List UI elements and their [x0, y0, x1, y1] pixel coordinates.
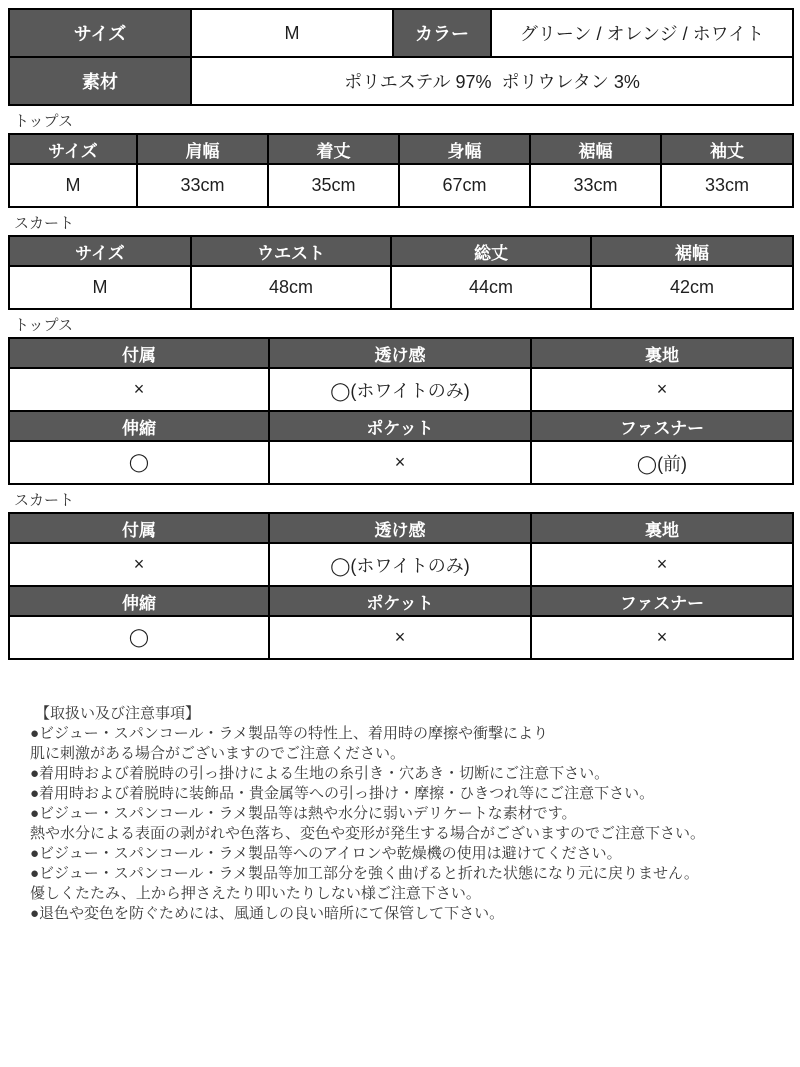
skirt-size-header-cell: ウエスト — [191, 236, 391, 266]
care-note-line: ●退色や変色を防ぐためには、風通しの良い暗所にて保管して下さい。 — [30, 905, 505, 922]
skirt-feature-value-cell: × — [531, 616, 793, 659]
skirt-size-value-cell: 44cm — [391, 266, 591, 309]
tops-size-value-cell: 35cm — [268, 164, 399, 207]
tops-size-header-cell: 着丈 — [268, 134, 399, 164]
section-label-skirt-size: スカート — [14, 215, 75, 232]
tops-feature-value-cell: ◯(前) — [531, 441, 793, 484]
skirt-feature-value-cell: × — [9, 543, 269, 586]
tops-feature-value-cell: ◯(ホワイトのみ) — [269, 368, 531, 411]
tops-feature-header-cell: ポケット — [269, 411, 531, 441]
care-note-line: ●ビジュー・スパンコール・ラメ製品等へのアイロンや乾燥機の使用は避けてください。 — [30, 845, 622, 862]
skirt-size-value-cell: 48cm — [191, 266, 391, 309]
care-note-line: 熱や水分による表面の剥がれや色落ち、変色や変形が発生する場合がございますのでご注意下さい。 — [30, 825, 706, 842]
care-note-line: ●着用時および着脱時に装飾品・貴金属等への引っ掛け・摩擦・ひきつれ等にご注意下さい。 — [30, 785, 655, 802]
care-note-line: 肌に刺激がある場合がございますのでご注意ください。 — [30, 745, 406, 762]
tops-feature-value-cell: × — [9, 368, 269, 411]
care-note-line: ●ビジュー・スパンコール・ラメ製品等加工部分を強く曲げると折れた状態になり元に戻りません。 — [30, 865, 699, 882]
skirt-size-header-cell: サイズ — [9, 236, 191, 266]
skirt-size-value-cell: M — [9, 266, 191, 309]
tops-size-value-cell: M — [9, 164, 137, 207]
tops-feature-value-cell: × — [269, 441, 531, 484]
tops-feature-value-cell: × — [531, 368, 793, 411]
care-note-line: ●ビジュー・スパンコール・ラメ製品等の特性上、着用時の摩擦や衝撃により — [30, 725, 549, 742]
skirt-feature-header-cell: 透け感 — [269, 513, 531, 543]
skirt-size-header-cell: 総丈 — [391, 236, 591, 266]
section-label-tops-features: トップス — [14, 317, 73, 334]
care-note-line: ●着用時および着脱時の引っ掛けによる生地の糸引き・穴あき・切断にご注意下さい。 — [30, 765, 610, 782]
section-label-tops-size: トップス — [14, 113, 73, 130]
tops-feature-header-cell: 透け感 — [269, 338, 531, 368]
tops-size-value-cell: 33cm — [530, 164, 661, 207]
tops-size-header-cell: 袖丈 — [661, 134, 793, 164]
care-notes-heading: 【取扱い及び注意事項】 — [35, 705, 201, 722]
tops-feature-header-cell: 付属 — [9, 338, 269, 368]
section-label-skirt-features: スカート — [14, 492, 75, 509]
product-info-table — [8, 8, 794, 106]
tops-size-value-cell: 33cm — [661, 164, 793, 207]
tops-size-value-cell: 67cm — [399, 164, 530, 207]
skirt-feature-value-cell: × — [269, 616, 531, 659]
skirt-feature-header-cell: ポケット — [269, 586, 531, 616]
tops-features-table — [8, 337, 794, 485]
size-value-cell: M — [191, 9, 393, 57]
skirt-feature-header-cell: 裏地 — [531, 513, 793, 543]
skirt-features-table — [8, 512, 794, 660]
skirt-feature-value-cell: ◯ — [9, 616, 269, 659]
care-notes — [8, 704, 792, 924]
color-value-cell: グリーン / オレンジ / ホワイト — [491, 9, 793, 57]
tops-size-value-cell: 33cm — [137, 164, 268, 207]
skirt-size-value-cell: 42cm — [591, 266, 793, 309]
size-label-cell: サイズ — [9, 9, 191, 57]
skirt-feature-header-cell: 付属 — [9, 513, 269, 543]
tops-feature-value-cell: ◯ — [9, 441, 269, 484]
tops-size-header-cell: 肩幅 — [137, 134, 268, 164]
tops-size-table — [8, 133, 794, 208]
tops-size-header-cell: 裾幅 — [530, 134, 661, 164]
care-note-line: ●ビジュー・スパンコール・ラメ製品等は熱や水分に弱いデリケートな素材です。 — [30, 805, 577, 822]
skirt-feature-value-cell: × — [531, 543, 793, 586]
tops-feature-header-cell: 裏地 — [531, 338, 793, 368]
skirt-feature-header-cell: ファスナー — [531, 586, 793, 616]
material-label-cell: 素材 — [9, 57, 191, 105]
tops-size-header-cell: 身幅 — [399, 134, 530, 164]
tops-feature-header-cell: ファスナー — [531, 411, 793, 441]
skirt-size-header-cell: 裾幅 — [591, 236, 793, 266]
material-value-cell: ポリエステル 97% ポリウレタン 3% — [191, 57, 793, 105]
skirt-feature-value-cell: ◯(ホワイトのみ) — [269, 543, 531, 586]
skirt-size-table — [8, 235, 794, 310]
care-note-line: 優しくたたみ、上から押さえたり叩いたりしない様ご注意下さい。 — [30, 885, 481, 902]
color-label-cell: カラー — [393, 9, 491, 57]
skirt-feature-header-cell: 伸縮 — [9, 586, 269, 616]
tops-size-header-cell: サイズ — [9, 134, 137, 164]
tops-feature-header-cell: 伸縮 — [9, 411, 269, 441]
